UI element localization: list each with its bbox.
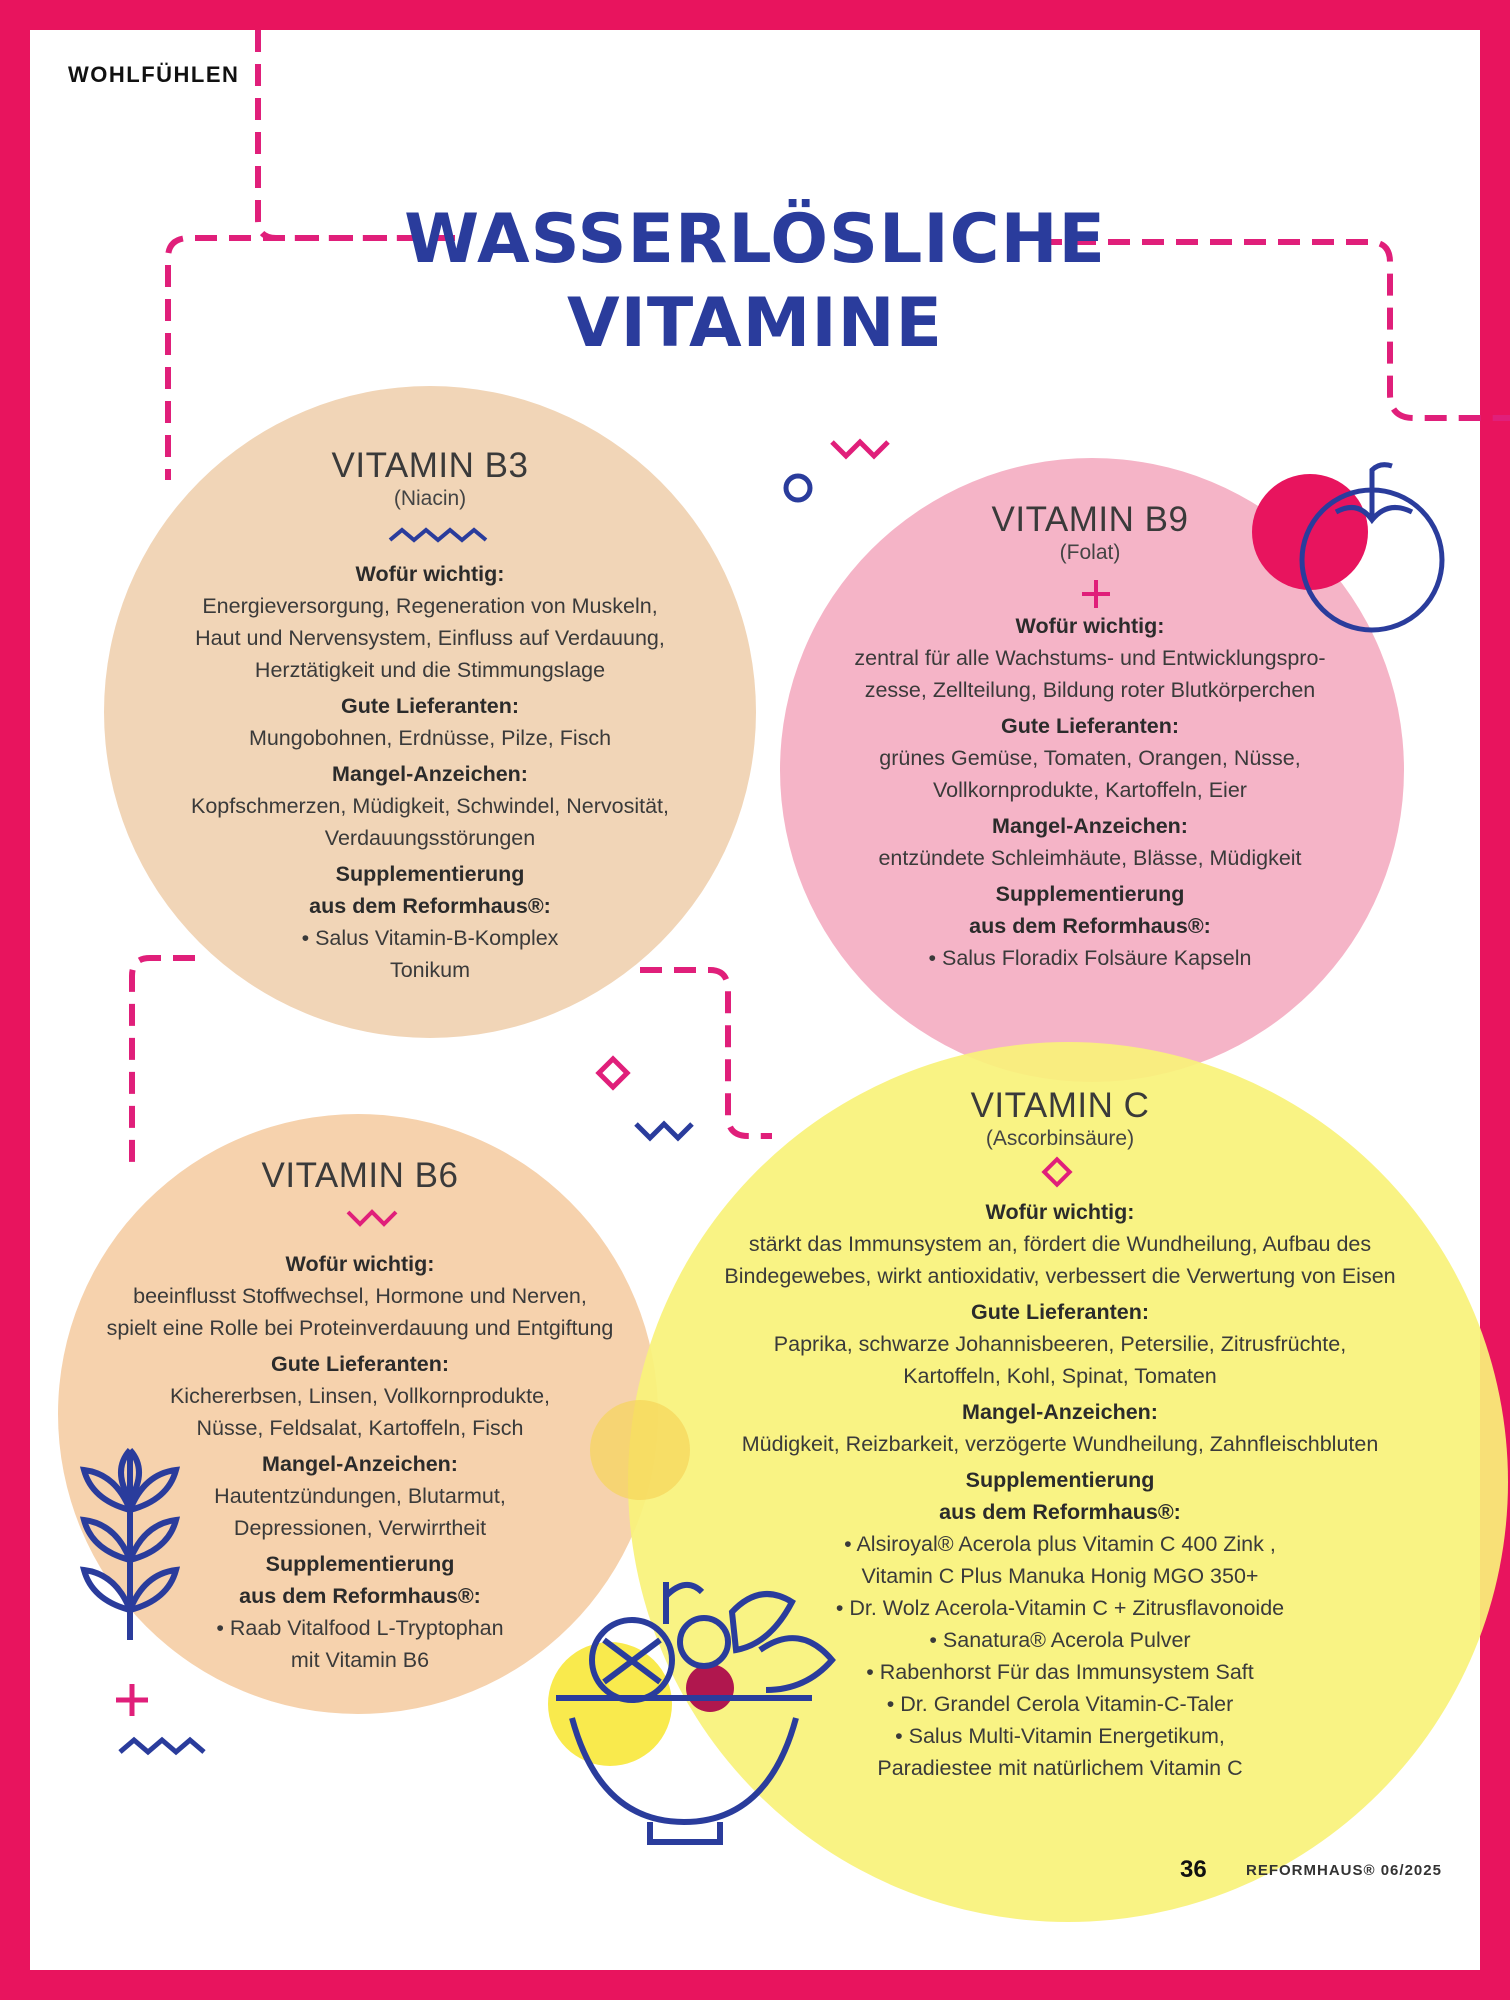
vitamin-name: VITAMIN B6 (261, 1156, 459, 1195)
text-line: entzündete Schleimhäute, Blässe, Müdigkeit (878, 846, 1302, 870)
text-line: Mungobohnen, Erdnüsse, Pilze, Fisch (248, 726, 612, 750)
text-line: Bindegewebes, wirkt antioxidativ, verbessert die Verwertung von Eisen (724, 1264, 1396, 1288)
heading-lieferanten: Gute Lieferanten: (271, 1352, 449, 1376)
heading-supplement: Supplementierung (995, 882, 1185, 906)
heading-mangel: Mangel-Anzeichen: (262, 1452, 458, 1476)
ring-shape (786, 476, 810, 500)
supplement-item: • Sanatura® Acerola Pulver (929, 1628, 1191, 1652)
heading-supplement-2: aus dem Reformhaus®: (309, 894, 551, 918)
supplement-item: • Rabenhorst Für das Immunsystem Saft (866, 1660, 1254, 1684)
text-line: Herztätigkeit und die Stimmungslage (254, 658, 606, 682)
text-line: Vollkornprodukte, Kartoffeln, Eier (933, 778, 1247, 802)
heading-supplement: Supplementierung (965, 1468, 1155, 1492)
heading-supplement: Supplementierung (335, 862, 525, 886)
vitamin-name: VITAMIN B3 (331, 446, 529, 485)
text-line: Müdigkeit, Reizbarkeit, verzögerte Wundheilung, Zahnfleischbluten (741, 1432, 1379, 1456)
page-title (0, 198, 1510, 366)
supplement-item: • Dr. Grandel Cerola Vitamin-C-Taler (886, 1692, 1234, 1716)
vitamin-subtitle: (Ascorbinsäure) (985, 1127, 1135, 1150)
magazine-issue: REFORMHAUS® 06/2025 (1246, 1862, 1442, 1879)
zigzag-pink (832, 442, 888, 456)
dash-mid-left (132, 958, 195, 1170)
text-line: Depressionen, Verwirrtheit (233, 1516, 487, 1540)
text-line: Paprika, schwarze Johannisbeeren, Petersilie, Zitrusfrüchte, (773, 1332, 1347, 1356)
heading-wofuer: Wofür wichtig: (355, 562, 505, 586)
supplement-item: Vitamin C Plus Manuka Honig MGO 350+ (861, 1564, 1259, 1588)
vitamin-subtitle: (Niacin) (393, 487, 467, 510)
supplement-item: • Raab Vitalfood L-Tryptophan (216, 1616, 504, 1640)
heading-mangel: Mangel-Anzeichen: (992, 814, 1188, 838)
vitamin-subtitle: (Folat) (1059, 541, 1121, 564)
supplement-item: • Dr. Wolz Acerola-Vitamin C + Zitrusflavonoide (835, 1596, 1285, 1620)
card-vitamin-b9 (810, 500, 1370, 974)
page-number: 36 (1180, 1856, 1207, 1883)
heading-supplement: Supplementierung (265, 1552, 455, 1576)
supplement-item: • Alsiroyal® Acerola plus Vitamin C 400 Zink , (844, 1532, 1276, 1556)
card-vitamin-b6 (80, 1156, 640, 1676)
vitamin-name: VITAMIN B9 (991, 500, 1189, 539)
heading-supplement-2: aus dem Reformhaus®: (239, 1584, 481, 1608)
heading-wofuer: Wofür wichtig: (1015, 614, 1165, 638)
text-line: grünes Gemüse, Tomaten, Orangen, Nüsse, (879, 746, 1301, 770)
supplement-item: • Salus Floradix Folsäure Kapseln (928, 946, 1252, 970)
text-line: zesse, Zellteilung, Bildung roter Blutkörperchen (864, 678, 1316, 702)
supplement-item: • Salus Vitamin-B-Komplex (301, 926, 559, 950)
title-line-2: VITAMINE (567, 284, 943, 363)
heading-mangel: Mangel-Anzeichen: (962, 1400, 1158, 1424)
text-line: Verdauungsstörungen (324, 826, 536, 850)
plus-bottom-left (116, 1684, 148, 1716)
heading-lieferanten: Gute Lieferanten: (341, 694, 519, 718)
section-label: WOHLFÜHLEN (68, 62, 240, 87)
text-line: stärkt das Immunsystem an, fördert die Wundheilung, Aufbau des (748, 1232, 1372, 1256)
text-line: spielt eine Rolle bei Proteinverdauung und Entgiftung (106, 1316, 614, 1340)
supplement-item: • Salus Multi-Vitamin Energetikum, (895, 1724, 1225, 1748)
supplement-item: Paradiestee mit natürlichem Vitamin C (877, 1756, 1243, 1780)
heading-supplement-2: aus dem Reformhaus®: (969, 914, 1211, 938)
supplement-item: Tonikum (389, 958, 471, 982)
heading-wofuer: Wofür wichtig: (285, 1252, 435, 1276)
text-line: Kichererbsen, Linsen, Vollkornprodukte, (169, 1384, 551, 1408)
zigzag-bottom-left (120, 1740, 204, 1752)
card-vitamin-b3 (150, 446, 710, 986)
text-line: Kartoffeln, Kohl, Spinat, Tomaten (903, 1364, 1217, 1388)
card-vitamin-c (690, 1086, 1430, 1784)
text-line: Hautentzündungen, Blutarmut, (214, 1484, 506, 1508)
text-line: Kopfschmerzen, Müdigkeit, Schwindel, Nervosität, (191, 794, 669, 818)
diamond-mid (599, 1059, 627, 1087)
text-line: Energieversorgung, Regeneration von Muskeln, (202, 594, 658, 618)
heading-wofuer: Wofür wichtig: (985, 1200, 1135, 1224)
text-line: Haut und Nervensystem, Einfluss auf Verdauung, (195, 626, 665, 650)
zigzag-mid (636, 1124, 692, 1138)
text-line: Nüsse, Feldsalat, Kartoffeln, Fisch (196, 1416, 524, 1440)
heading-lieferanten: Gute Lieferanten: (971, 1300, 1149, 1324)
text-line: zentral für alle Wachstums- und Entwicklungspro- (854, 646, 1326, 670)
heading-lieferanten: Gute Lieferanten: (1001, 714, 1179, 738)
supplement-item: mit Vitamin B6 (290, 1648, 430, 1672)
text-line: beeinflusst Stoffwechsel, Hormone und Nerven, (133, 1284, 587, 1308)
heading-mangel: Mangel-Anzeichen: (332, 762, 528, 786)
title-line-1: WASSERLÖSLICHE (404, 200, 1106, 279)
vitamin-name: VITAMIN C (970, 1086, 1150, 1125)
heading-supplement-2: aus dem Reformhaus®: (939, 1500, 1181, 1524)
